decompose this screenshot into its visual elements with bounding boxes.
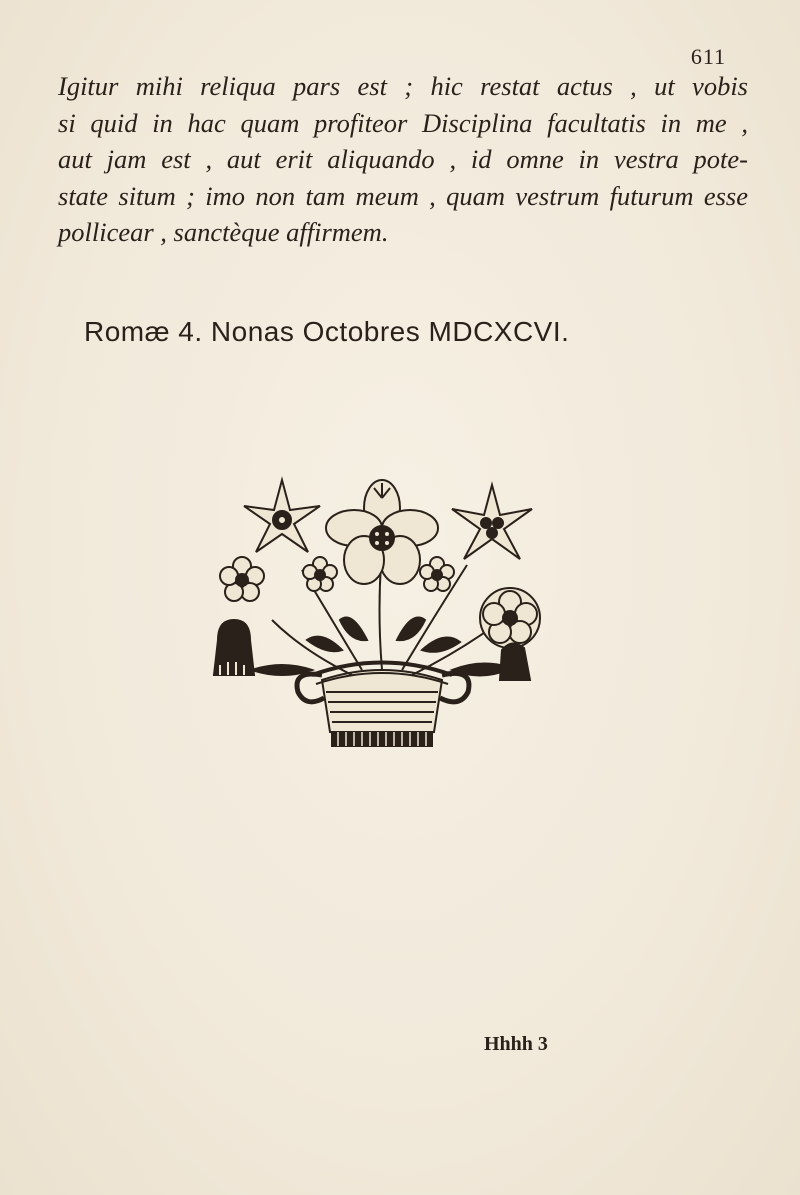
latin-paragraph: [58, 68, 748, 251]
dateline: Romæ 4. Nonas Octobres MDCXCVI.: [84, 316, 570, 347]
text-line-1: Igitur mihi reliqua pars est ; hic restat actus , ut vobis: [58, 71, 748, 101]
text-line-4: state situm ; imo non tam meum , quam vestrum futurum esse: [58, 180, 748, 211]
signature-mark: Hhhh 3: [484, 1033, 548, 1055]
flower-basket-woodcut-icon: [212, 470, 552, 752]
page-number: 611: [690, 44, 726, 69]
text-line-3: aut jam est , aut erit aliquando , id omne in vestra pote-: [58, 144, 748, 174]
text-line-2: si quid in hac quam profiteor Disciplina facultatis in me ,: [58, 107, 748, 138]
text-line-5: pollicear , sanctèque affirmem.: [58, 217, 389, 247]
